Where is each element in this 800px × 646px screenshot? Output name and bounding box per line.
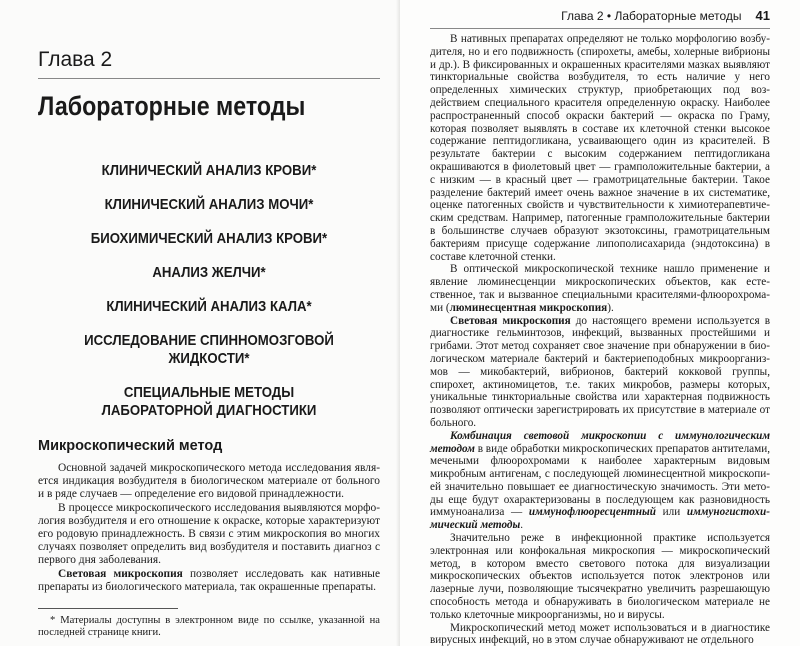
bold-term: люминесцентная микроскопия	[449, 301, 608, 314]
bold-italic-term: иммуногистохимический методы	[430, 506, 770, 532]
paragraph	[430, 430, 770, 532]
contents-item: КЛИНИЧЕСКИЙ АНАЛИЗ КРОВИ*	[101, 162, 317, 179]
page-number: 41	[755, 8, 770, 23]
paragraph-text: или	[655, 506, 687, 519]
paragraph: В процессе микроскопического исследования выявляются морфология возбудителя и его отношение к окраске, которые характеризуют его родовую принадлежность. В связи с этим микроскопия во многих случаях позволяет определить вид возбудителя и поставить диагноз с первого дня заболевания.	[38, 501, 380, 567]
paragraph-text: .	[520, 519, 524, 532]
footnote: * Материалы доступны в электронном виде по ссылке, указанной на последней странице книги.	[38, 615, 380, 639]
bold-term: Световая микроскопия	[58, 567, 183, 580]
footnote-rule	[38, 608, 178, 609]
paragraph: В нативных препаратах определяют не только морфологию возбудителя, но и его подвижность (спирохеты, амебы, холерные вибрионы и др.). В фиксированных и окрашенных красителями мазках выявляют тинкториальные свойства возбудителя, то есть наличие у него определенных химических структур, приобретающих под воздействием специального красителя определенную окраску. Наиболее распространенный способ окраски бактерий — окраска по Граму, которая позволяет выявлять в составе их клеточной стенки высокое содержание пептидогликана, усваивающего один из красителей. В результате бактерии с высоким содержанием пептидогликана окрашиваются в фиолетовый цвет — грамположительные бактерии, а с низким — в красный цвет — грамотрицательные бактерии. Такое разделение бактерий имеет очень важное значение в их систематике, оценке патогенных свойств и чувствительности к химиотерапевтическим средствам. Например, патогенные грамположительные бактерии в большинстве случаев образуют экзотоксины, грамотрицательным бактериям присуще содержание липополисахарида (эндотоксина) в составе клеточной стенки.	[430, 33, 770, 263]
chapter-contents	[38, 162, 380, 420]
paragraph	[430, 315, 770, 430]
paragraph-text: ).	[607, 301, 614, 314]
paragraph-text: до настоящего времени используется в диагностике гельминтозов, инфекций, вызванных простейшими и грибами. Этот метод сохраняет свое значение при обнаружении в биологическом материале бактерий и бактериеподобных микроорганизмов — микобактерий, вибрионов, бактерий кокковой группы, спирохет, актиномицетов, т.е. таких микробов, размеры которых, уникальные тинкториальные свойства или характерная подвижность позволяют оптически зарегистрировать их присутствие в материале от больного.	[430, 314, 770, 429]
bold-italic-term: иммунофлюоресцентный	[528, 506, 656, 519]
paragraph-text: В оптической микроскопической технике нашло применение и явление люминесценции микроскопических объектов, как естественное, так и вызванное специальными красителями-флюорохромами (	[430, 263, 770, 314]
contents-item: КЛИНИЧЕСКИЙ АНАЛИЗ МОЧИ*	[104, 196, 314, 213]
right-page	[400, 0, 800, 646]
bold-term: Световая микроскопия	[450, 314, 571, 327]
contents-item-line: ЛАБОРАТОРНОЙ ДИАГНОСТИКИ	[101, 402, 317, 419]
contents-item: КЛИНИЧЕСКИЙ АНАЛИЗ КАЛА*	[106, 298, 312, 315]
bold-italic-term: Комбинация световой микроскопии с иммунологическим методом	[430, 429, 770, 455]
running-head-rule	[430, 28, 770, 29]
running-head	[430, 8, 770, 23]
paragraph-text: позволяет исследовать как нативные препараты из биологического материала, так окрашенные препараты.	[38, 567, 380, 593]
paragraph: Основной задачей микроскопического метода исследования является индикация возбудителя в биологическом материале от больного и в ряде случаев — определение его видовой принадлежности.	[38, 462, 380, 501]
section-heading: Микроскопический метод	[38, 438, 223, 454]
chapter-label: Глава 2	[38, 48, 113, 71]
paragraph: Микроскопический метод может использоваться и в диагностике вирусных инфекций, но в этом случае обнаруживают не отдельного	[430, 621, 770, 646]
paragraph	[430, 263, 770, 314]
contents-item: АНАЛИЗ ЖЕЛЧИ*	[152, 264, 266, 281]
chapter-rule	[38, 78, 380, 79]
contents-item-line: СПЕЦИАЛЬНЫЕ МЕТОДЫ	[123, 384, 295, 401]
running-head-title: Глава 2 • Лабораторные методы	[561, 9, 742, 23]
paragraph: Значительно реже в инфекционной практике используется электронная или конфокальная микроскопия — микроскопический метод, в котором вместо светового потока для визуализации микроскопических объектов используется поток электронов или лазерные лучи, позволяющие тысячекратно увеличить разрешающую способность метода и обнаруживать в биологическом материале не только клеточные микроорганизмы, но и вирусы.	[430, 532, 770, 621]
paragraph	[38, 568, 380, 594]
contents-item: ИССЛЕДОВАНИЕ СПИННОМОЗГОВОЙ ЖИДКОСТИ*	[84, 332, 334, 367]
contents-item-multiline	[59, 384, 360, 420]
chapter-title: Лабораторные методы	[38, 91, 306, 121]
contents-item: БИОХИМИЧЕСКИЙ АНАЛИЗ КРОВИ*	[90, 230, 328, 247]
paragraph-text: в виде обработки микроскопических препаратов антителами, мечеными флюорохромами к наиболее характерным видовым микробным антигенам, с последующей люминесцентной микроскопией значительно повышает ее диагностическую значимость. Эти методы еще будут охарактеризованы в последующем как разновидность иммуноанализа —	[430, 442, 770, 519]
